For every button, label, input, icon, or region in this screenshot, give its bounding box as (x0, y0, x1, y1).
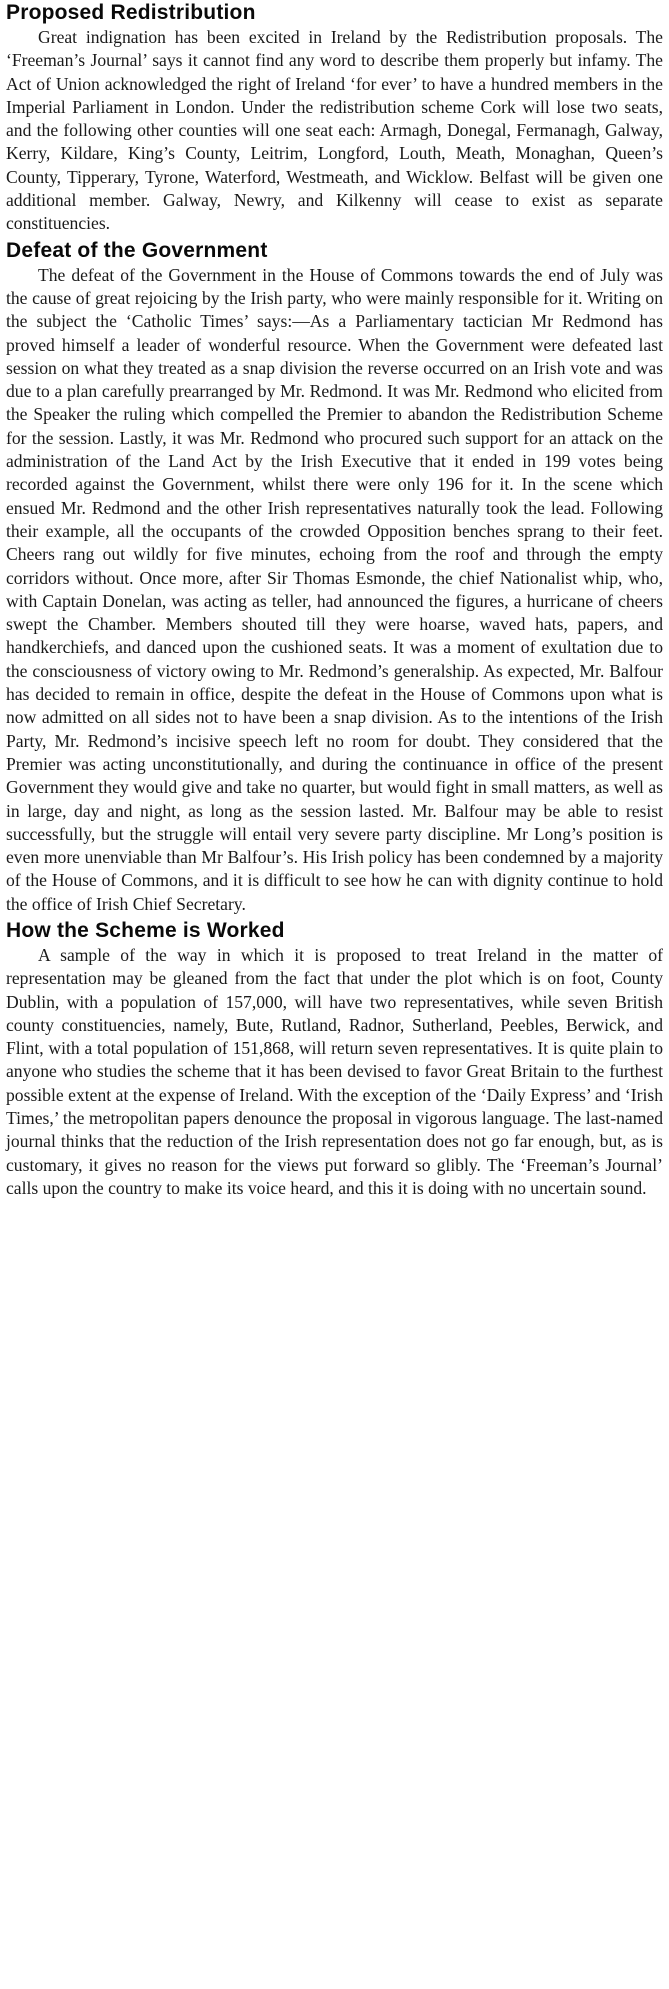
article-body: The defeat of the Government in the House of Commons towards the end of July was the cause of great rejoicing by the Irish party, who were mainly responsible for it. Writing on the subject the ‘Catholic Times’ says:—As a Parliamentary tactician Mr Redmond has proved himself a leader of wonderful resource. When the Government were defeated last session on what they treated as a snap division the reverse occurred on an Irish vote and was due to a plan carefully prearranged by Mr. Redmond. It was Mr. Redmond who elicited from the Speaker the ruling which compelled the Premier to abandon the Redistribution Scheme for the session. Lastly, it was Mr. Redmond who procured such support for an attack on the administration of the Land Act by the Irish Executive that it ended in 199 votes being recorded against the Government, whilst there were only 196 for it. In the scene which ensued Mr. Redmond and the other Irish representatives naturally took the lead. Following their example, all the occupants of the crowded Opposition benches sprang to their feet. Cheers rang out wildly for five minutes, echoing from the roof and through the empty corridors without. Once more, after Sir Thomas Esmonde, the chief Nationalist whip, who, with Captain Donelan, was acting as teller, had announced the figures, a hurricane of cheers swept the Chamber. Members shouted till they were hoarse, waved hats, papers, and handkerchiefs, and danced upon the cushioned seats. It was a moment of exultation due to the consciousness of victory owing to Mr. Redmond’s generalship. As expected, Mr. Balfour has decided to remain in office, despite the defeat in the House of Commons upon what is now admitted on all sides not to have been a snap division. As to the intentions of the Irish Party, Mr. Redmond’s incisive speech left no room for doubt. They considered that the Premier was acting unconstitutionally, and during the continuance in office of the present Government they would give and take no quarter, but would fight in small matters, as well as in large, day and night, as long as the session lasted. Mr. Balfour may be able to resist successfully, but the struggle will entail very severe party discipline. Mr Long’s position is even more unenviable than Mr Balfour’s. His Irish policy has been condemned by a majority of the House of Commons, and it is difficult to see how he can with dignity continue to hold the office of Irish Chief Secretary. (6, 264, 663, 914)
article-headline: How the Scheme is Worked (6, 918, 285, 942)
article-headline: Defeat of the Government (6, 238, 268, 262)
article-body: A sample of the way in which it is proposed to treat Ireland in the matter of representation may be gleaned from the fact that under the plot which is on foot, County Dublin, with a population of 157,000, will have two representatives, while seven British county constituencies, namely, Bute, Rutland, Radnor, Sutherland, Peebles, Berwick, and Flint, with a total population of 151,868, will return seven representatives. It is quite plain to anyone who studies the scheme that it has been devised to favor Great Britain to the furthest possible extent at the expense of Ireland. With the exception of the ‘Daily Express’ and ‘Irish Times,’ the metropolitan papers denounce the proposal in vigorous language. The last-named journal thinks that the reduction of the Irish representation does not go far enough, but, as is customary, it gives no reason for the views put forward so glibly. The ‘Freeman’s Journal’ calls upon the country to make its voice heard, and this it is doing with no uncertain sound. (6, 944, 663, 1198)
article-how-the-scheme-is-worked (6, 918, 663, 1200)
article-defeat-of-the-government (6, 238, 663, 916)
article-body: Great indignation has been excited in Ireland by the Redistribution proposals. The ‘Freeman’s Journal’ says it cannot find any word to describe them properly but infamy. The Act of Union acknowledged the right of Ireland ‘for ever’ to have a hundred members in the Imperial Parliament in London. Under the redistribution scheme Cork will lose two seats, and the following other counties will one seat each: Armagh, Donegal, Fermanagh, Galway, Kerry, Kildare, King’s County, Leitrim, Longford, Louth, Meath, Monaghan, Queen’s County, Tipperary, Tyrone, Waterford, Westmeath, and Wicklow. Belfast will be given one additional member. Galway, Newry, and Kilkenny will cease to exist as separate constituencies. (6, 27, 663, 234)
article-proposed-redistribution (6, 0, 663, 236)
article-headline: Proposed Redistribution (6, 1, 256, 24)
newspaper-column (6, 0, 663, 1200)
